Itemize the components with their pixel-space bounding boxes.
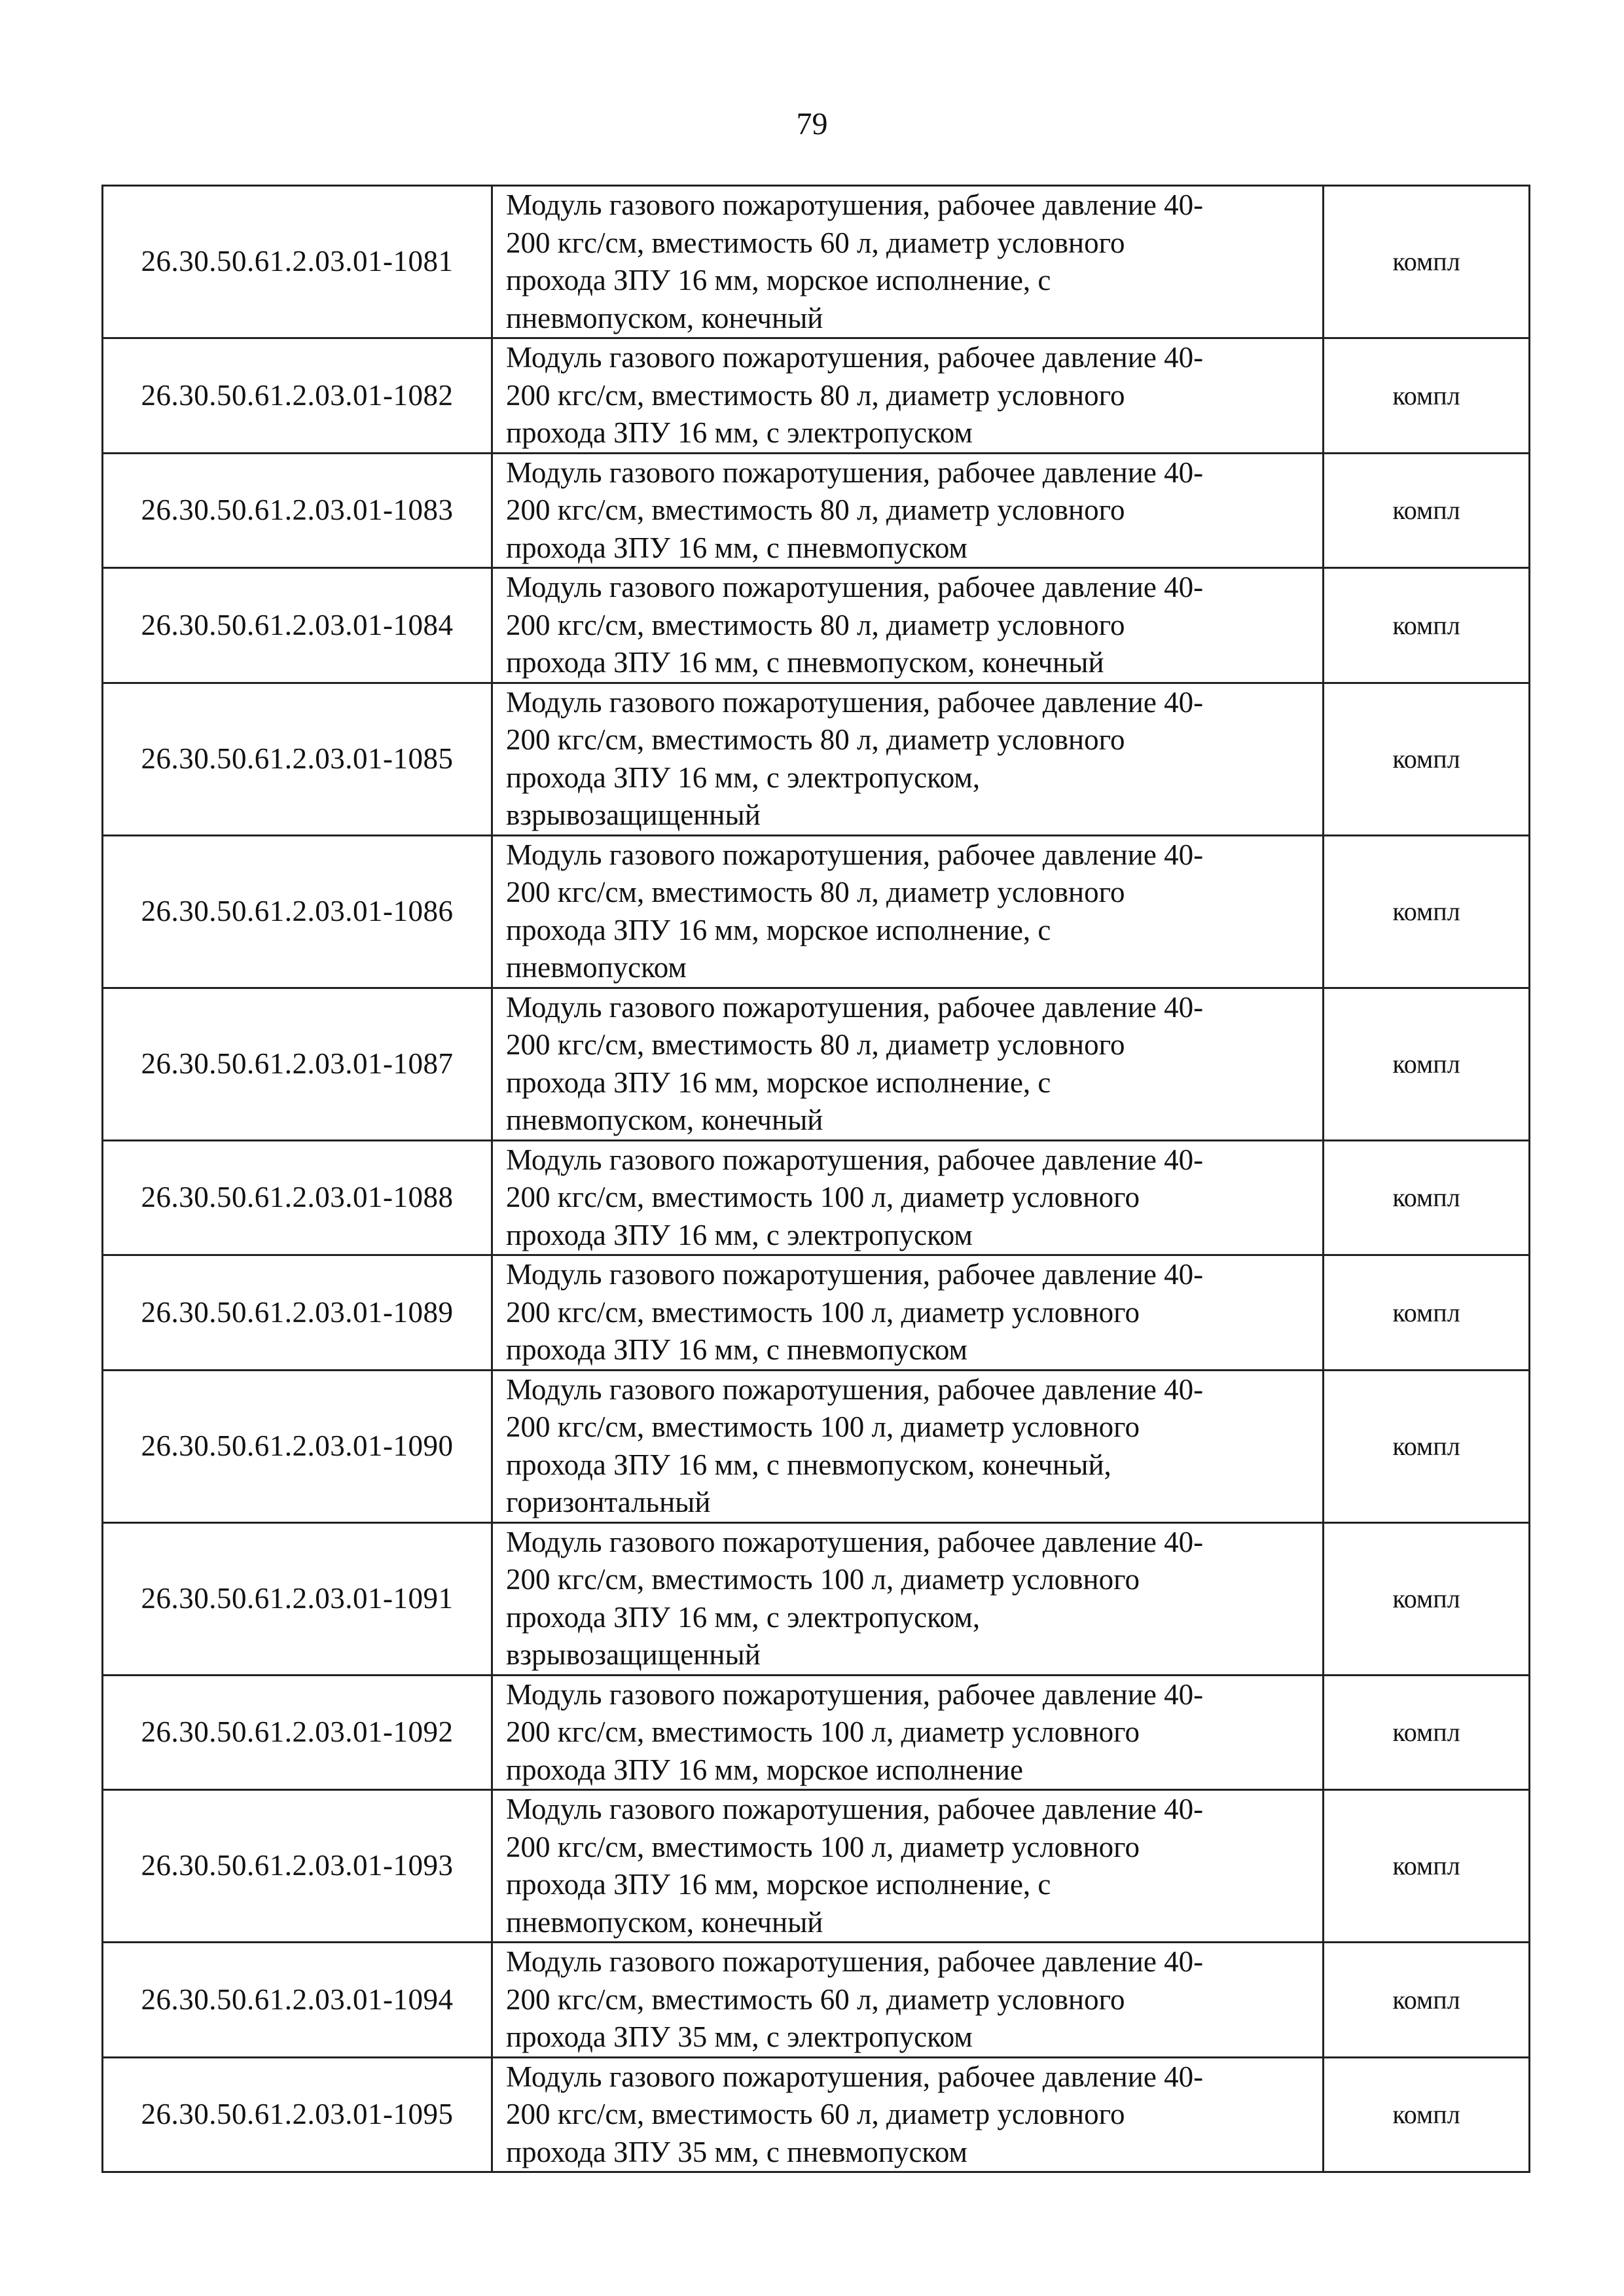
resource-code: 26.30.50.61.2.03.01-1085 (103, 683, 492, 835)
description-line: Модуль газового пожаротушения, рабочее давление 40- (506, 2060, 1204, 2093)
unit-of-measure: компл (1324, 683, 1530, 835)
unit-of-measure: компл (1324, 2057, 1530, 2172)
resource-description (492, 1370, 1324, 1522)
description-line: 200 кгс/см, вместимость 100 л, диаметр условного (506, 1715, 1140, 1748)
description-line: прохода ЗПУ 16 мм, с пневмопуском (506, 531, 967, 564)
resource-code: 26.30.50.61.2.03.01-1084 (103, 568, 492, 683)
description-line: Модуль газового пожаротушения, рабочее давление 40- (506, 1372, 1204, 1406)
description-line: прохода ЗПУ 16 мм, с электропуском (506, 416, 973, 449)
table-row (103, 1790, 1530, 1943)
description-line: прохода ЗПУ 16 мм, с электропуском (506, 1218, 973, 1251)
description-line: Модуль газового пожаротушения, рабочее давление 40- (506, 685, 1204, 719)
resource-description (492, 2057, 1324, 2172)
resource-description (492, 186, 1324, 338)
description-line: 200 кгс/см, вместимость 60 л, диаметр условного (506, 2098, 1125, 2130)
description-line: пневмопуском, конечный (506, 1103, 823, 1136)
table-row (103, 988, 1530, 1140)
page-number: 79 (796, 107, 828, 141)
description-line: 200 кгс/см, вместимость 100 л, диаметр условного (506, 1410, 1140, 1443)
resource-code: 26.30.50.61.2.03.01-1089 (103, 1255, 492, 1371)
resource-code: 26.30.50.61.2.03.01-1093 (103, 1790, 492, 1943)
description-line: взрывозащищенный (506, 1638, 761, 1671)
description-line: 200 кгс/см, вместимость 80 л, диаметр условного (506, 876, 1125, 908)
description-line: прохода ЗПУ 16 мм, с пневмопуском (506, 1333, 967, 1366)
description-line: взрывозащищенный (506, 798, 761, 831)
table-row (103, 453, 1530, 568)
description-line: Модуль газового пожаротушения, рабочее давление 40- (506, 1793, 1204, 1825)
description-line: прохода ЗПУ 16 мм, морское исполнение, с (506, 913, 1051, 946)
description-line: Модуль газового пожаротушения, рабочее давление 40- (506, 1525, 1204, 1558)
description-line: прохода ЗПУ 16 мм, с пневмопуском, конечный (506, 646, 1104, 679)
table-row (103, 683, 1530, 835)
description-line: пневмопуском, конечный (506, 301, 823, 334)
unit-of-measure: компл (1324, 186, 1530, 338)
description-line: Модуль газового пожаротушения, рабочее давление 40- (506, 838, 1204, 871)
resource-code: 26.30.50.61.2.03.01-1081 (103, 186, 492, 338)
resource-description (492, 1675, 1324, 1790)
description-line: Модуль газового пожаротушения, рабочее давление 40- (506, 1143, 1204, 1176)
resource-description (492, 1522, 1324, 1675)
description-line: прохода ЗПУ 16 мм, с пневмопуском, конечный, (506, 1448, 1111, 1481)
table-row (103, 1522, 1530, 1675)
resource-code: 26.30.50.61.2.03.01-1082 (103, 338, 492, 454)
unit-of-measure: компл (1324, 1255, 1530, 1371)
description-line: 200 кгс/см, вместимость 80 л, диаметр условного (506, 1028, 1125, 1061)
table-row (103, 835, 1530, 988)
unit-of-measure: компл (1324, 1943, 1530, 2058)
resource-table (101, 185, 1530, 2173)
resource-description (492, 1790, 1324, 1943)
table-row (103, 1370, 1530, 1522)
description-line: прохода ЗПУ 16 мм, морское исполнение, с (506, 1868, 1051, 1901)
description-line: пневмопуском, конечный (506, 1905, 823, 1939)
description-line: прохода ЗПУ 16 мм, морское исполнение (506, 1753, 1023, 1786)
resource-description (492, 1140, 1324, 1255)
resource-description (492, 453, 1324, 568)
description-line: прохода ЗПУ 16 мм, морское исполнение, с (506, 264, 1051, 296)
resource-code: 26.30.50.61.2.03.01-1088 (103, 1140, 492, 1255)
description-line: 200 кгс/см, вместимость 60 л, диаметр условного (506, 226, 1125, 259)
description-line: 200 кгс/см, вместимость 80 л, диаметр условного (506, 723, 1125, 756)
description-line: прохода ЗПУ 16 мм, с электропуском, (506, 1600, 981, 1634)
description-line: 200 кгс/см, вместимость 100 л, диаметр условного (506, 1563, 1140, 1596)
description-line: 200 кгс/см, вместимость 60 л, диаметр условного (506, 1982, 1125, 2016)
resource-description (492, 1255, 1324, 1371)
resource-code: 26.30.50.61.2.03.01-1092 (103, 1675, 492, 1790)
unit-of-measure: компл (1324, 1370, 1530, 1522)
table-body (103, 186, 1530, 2172)
description-line: Модуль газового пожаротушения, рабочее давление 40- (506, 341, 1204, 374)
description-line: 200 кгс/см, вместимость 80 л, диаметр условного (506, 493, 1125, 526)
table-row (103, 338, 1530, 454)
unit-of-measure: компл (1324, 568, 1530, 683)
table-row (103, 1675, 1530, 1790)
resource-description (492, 835, 1324, 988)
description-line: Модуль газового пожаротушения, рабочее давление 40- (506, 990, 1204, 1024)
description-line: Модуль газового пожаротушения, рабочее давление 40- (506, 1258, 1204, 1291)
table-row (103, 2057, 1530, 2172)
unit-of-measure: компл (1324, 988, 1530, 1140)
description-line: прохода ЗПУ 16 мм, с электропуском, (506, 761, 981, 794)
description-line: Модуль газового пожаротушения, рабочее давление 40- (506, 571, 1204, 603)
unit-of-measure: компл (1324, 1790, 1530, 1943)
description-line: 200 кгс/см, вместимость 100 л, диаметр условного (506, 1830, 1140, 1863)
resource-code: 26.30.50.61.2.03.01-1095 (103, 2057, 492, 2172)
description-line: пневмопуском (506, 951, 687, 984)
resource-code: 26.30.50.61.2.03.01-1086 (103, 835, 492, 988)
description-line: Модуль газового пожаротушения, рабочее давление 40- (506, 1677, 1204, 1711)
unit-of-measure: компл (1324, 1675, 1530, 1790)
table-row (103, 1140, 1530, 1255)
description-line: 200 кгс/см, вместимость 100 л, диаметр условного (506, 1295, 1140, 1329)
description-line: Модуль газового пожаротушения, рабочее давление 40- (506, 456, 1204, 489)
resource-code: 26.30.50.61.2.03.01-1083 (103, 453, 492, 568)
description-line: прохода ЗПУ 16 мм, морское исполнение, с (506, 1066, 1051, 1099)
resource-description (492, 988, 1324, 1140)
unit-of-measure: компл (1324, 338, 1530, 454)
description-line: прохода ЗПУ 35 мм, с пневмопуском (506, 2135, 967, 2168)
unit-of-measure: компл (1324, 453, 1530, 568)
table-row (103, 1255, 1530, 1371)
resource-code: 26.30.50.61.2.03.01-1087 (103, 988, 492, 1140)
description-line: 200 кгс/см, вместимость 80 л, диаметр условного (506, 378, 1125, 412)
unit-of-measure: компл (1324, 1140, 1530, 1255)
table-row (103, 186, 1530, 338)
description-line: горизонтальный (506, 1486, 711, 1518)
description-line: Модуль газового пожаротушения, рабочее давление 40- (506, 188, 1204, 221)
unit-of-measure: компл (1324, 835, 1530, 988)
resource-code: 26.30.50.61.2.03.01-1091 (103, 1522, 492, 1675)
table-row (103, 1943, 1530, 2058)
resource-code: 26.30.50.61.2.03.01-1094 (103, 1943, 492, 2058)
description-line: 200 кгс/см, вместимость 100 л, диаметр условного (506, 1181, 1140, 1213)
description-line: Модуль газового пожаротушения, рабочее давление 40- (506, 1945, 1204, 1978)
resource-code: 26.30.50.61.2.03.01-1090 (103, 1370, 492, 1522)
resource-description (492, 568, 1324, 683)
unit-of-measure: компл (1324, 1522, 1530, 1675)
table-row (103, 568, 1530, 683)
resource-description (492, 683, 1324, 835)
description-line: 200 кгс/см, вместимость 80 л, диаметр условного (506, 608, 1125, 641)
resource-description (492, 338, 1324, 454)
resource-description (492, 1943, 1324, 2058)
description-line: прохода ЗПУ 35 мм, с электропуском (506, 2020, 973, 2053)
